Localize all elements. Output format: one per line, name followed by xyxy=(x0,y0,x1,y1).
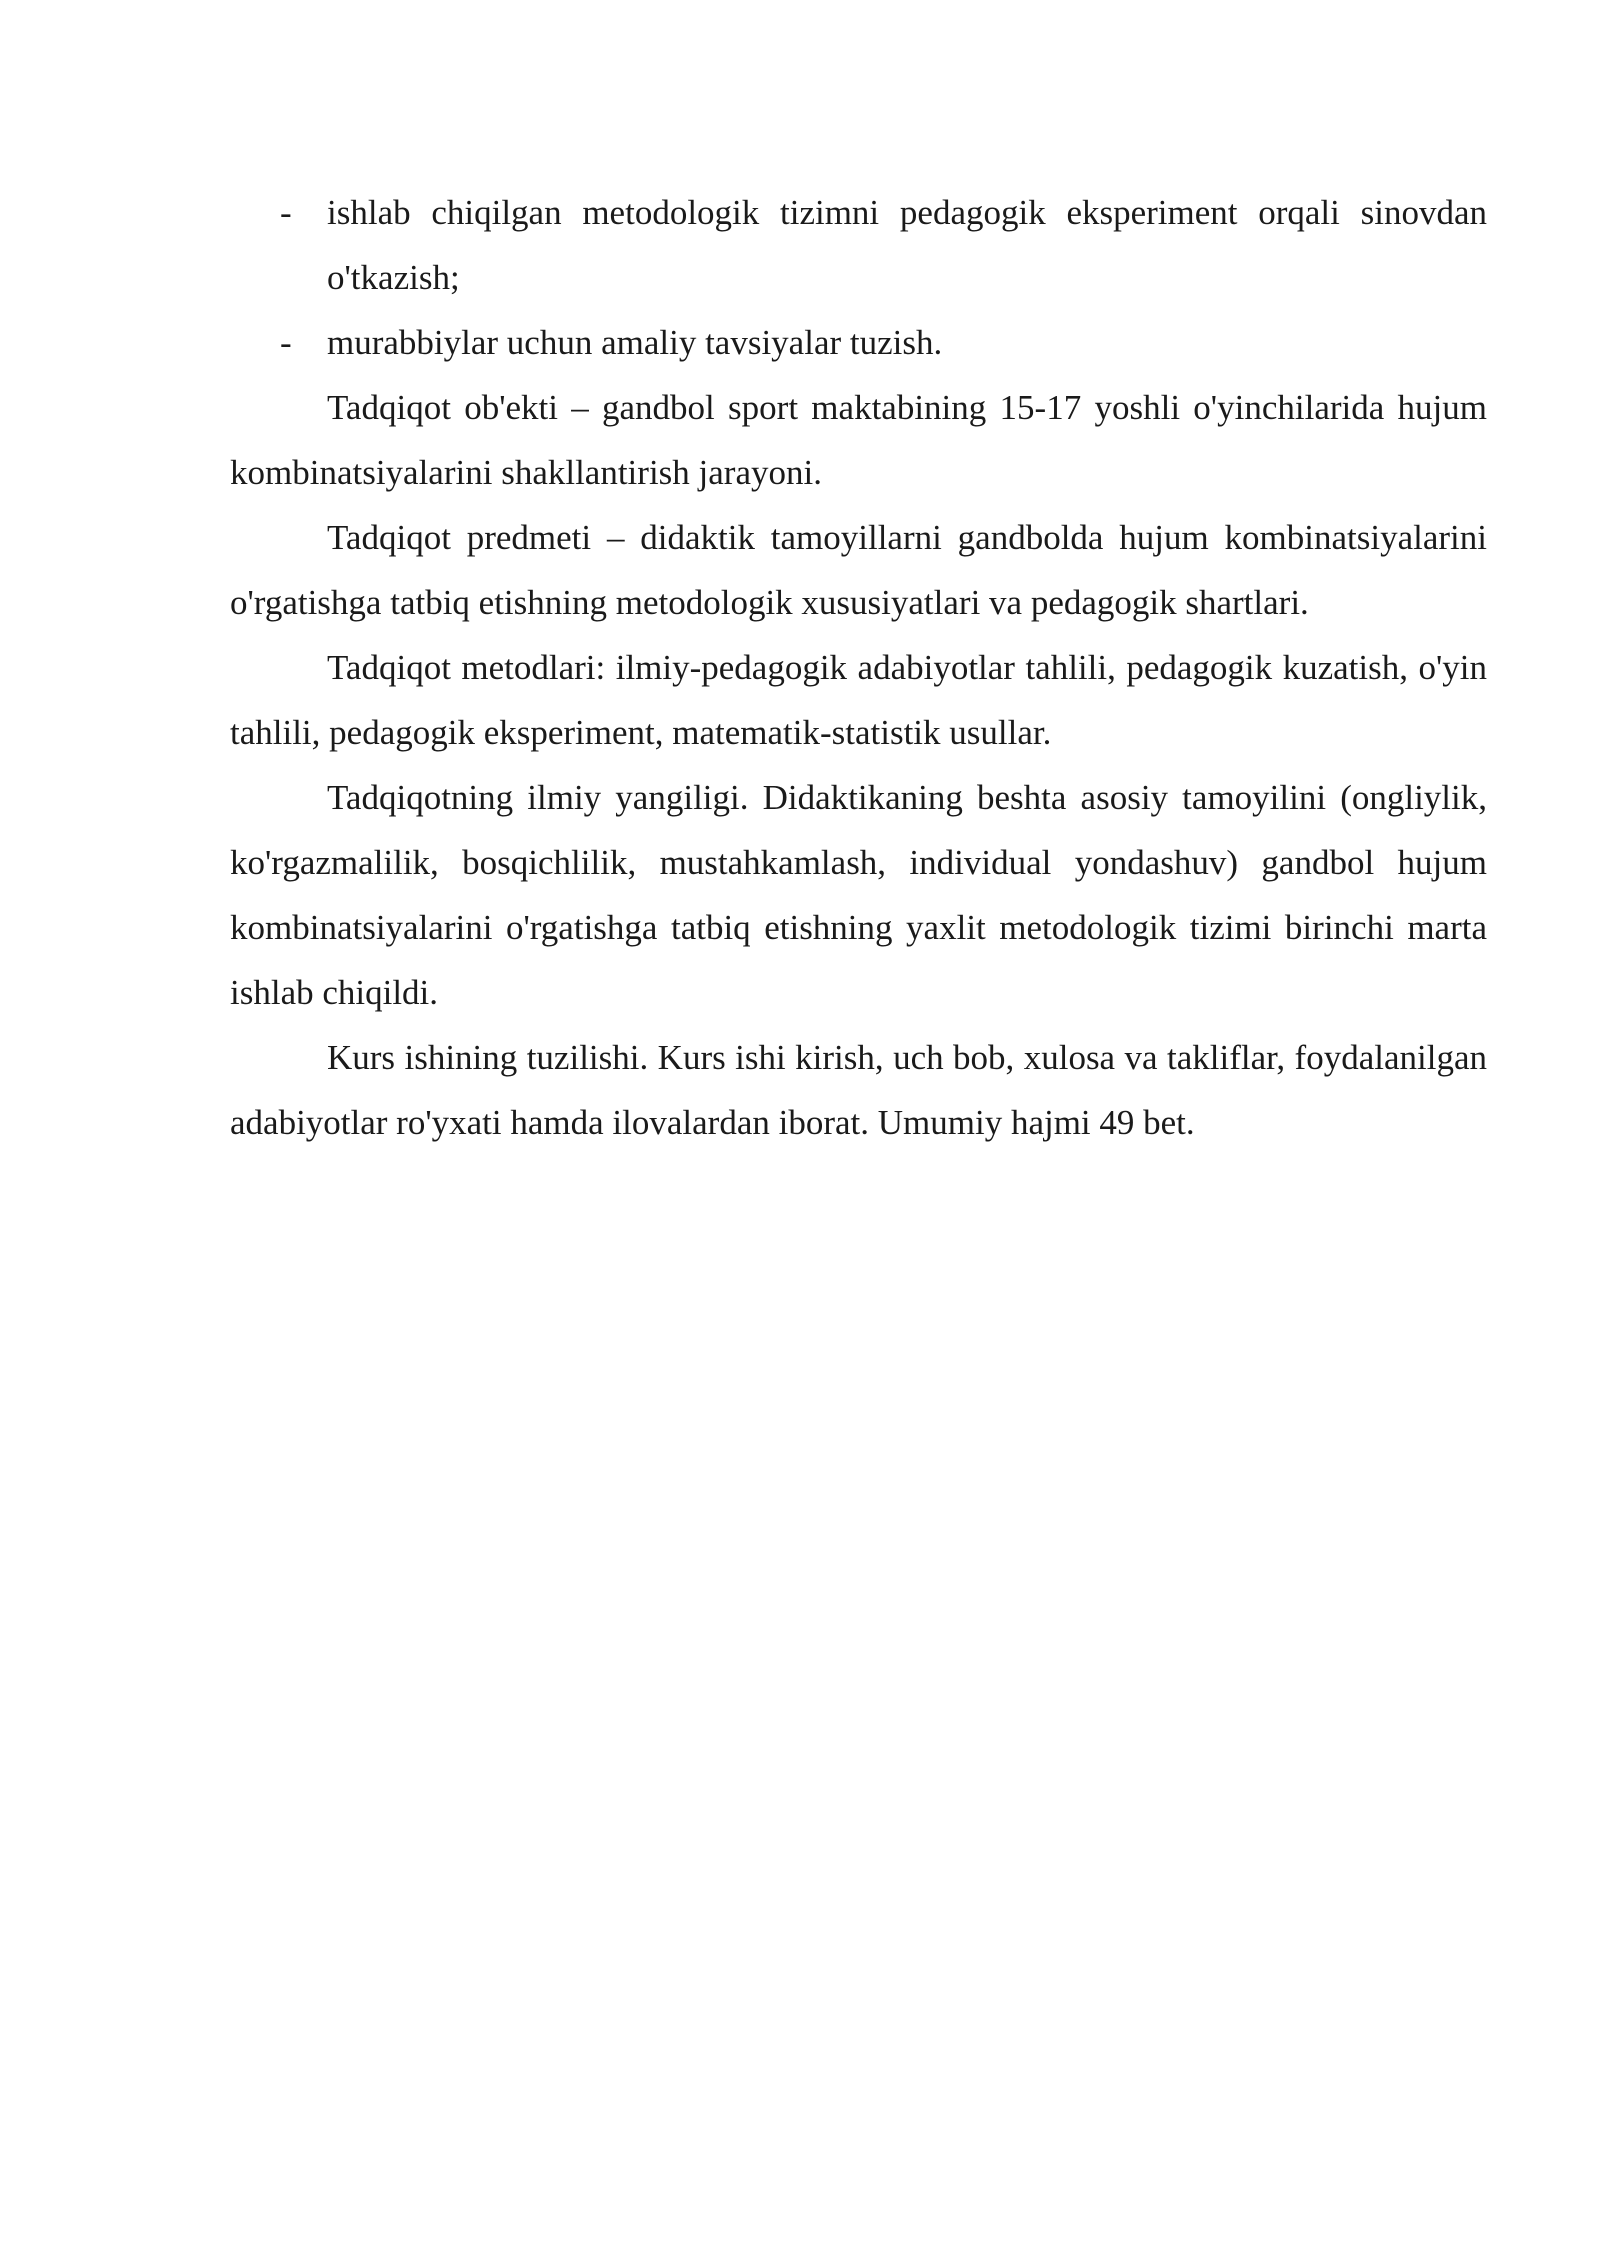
paragraph-research-subject: Tadqiqot predmeti – didaktik tamoyillarni gandbolda hujum kombinatsiyalarini o'rgatishga tatbiq etishning metodologik xususiyatlari va pedagogik shartlari. xyxy=(230,518,1487,622)
list-item-text: murabbiylar uchun amaliy tavsiyalar tuzish. xyxy=(327,323,943,362)
list-item xyxy=(230,310,1487,375)
paragraph-research-object: Tadqiqot ob'ekti – gandbol sport maktabining 15-17 yoshli o'yinchilarida hujum kombinatsiyalarini shakllantirish jarayoni. xyxy=(230,388,1487,492)
paragraph-scientific-novelty: Tadqiqotning ilmiy yangiligi. Didaktikaning beshta asosiy tamoyilini (ongliylik, ko'rgazmalilik, bosqichlilik, mustahkamlash, individual yondashuv) gandbol hujum kombinatsiyalarini o'rgatishga tatbiq etishning yaxlit metodologik tizimi birinchi marta ishlab chiqildi. xyxy=(230,778,1487,1012)
paragraph-work-structure: Kurs ishining tuzilishi. Kurs ishi kirish, uch bob, xulosa va takliflar, foydalanilgan adabiyotlar ro'yxati hamda ilovalardan iborat. Umumiy hajmi 49 bet. xyxy=(230,1038,1487,1142)
paragraph-research-methods: Tadqiqot metodlari: ilmiy-pedagogik adabiyotlar tahlili, pedagogik kuzatish, o'yin tahlili, pedagogik eksperiment, matematik-statistik usullar. xyxy=(230,648,1487,752)
list-item xyxy=(230,180,1487,310)
list-item-text: ishlab chiqilgan metodologik tizimni pedagogik eksperiment orqali sinovdan o'tkazish; xyxy=(327,193,1487,297)
bullet-dash: - xyxy=(280,193,292,232)
bullet-dash: - xyxy=(280,323,292,362)
document-body xyxy=(230,180,1487,1155)
